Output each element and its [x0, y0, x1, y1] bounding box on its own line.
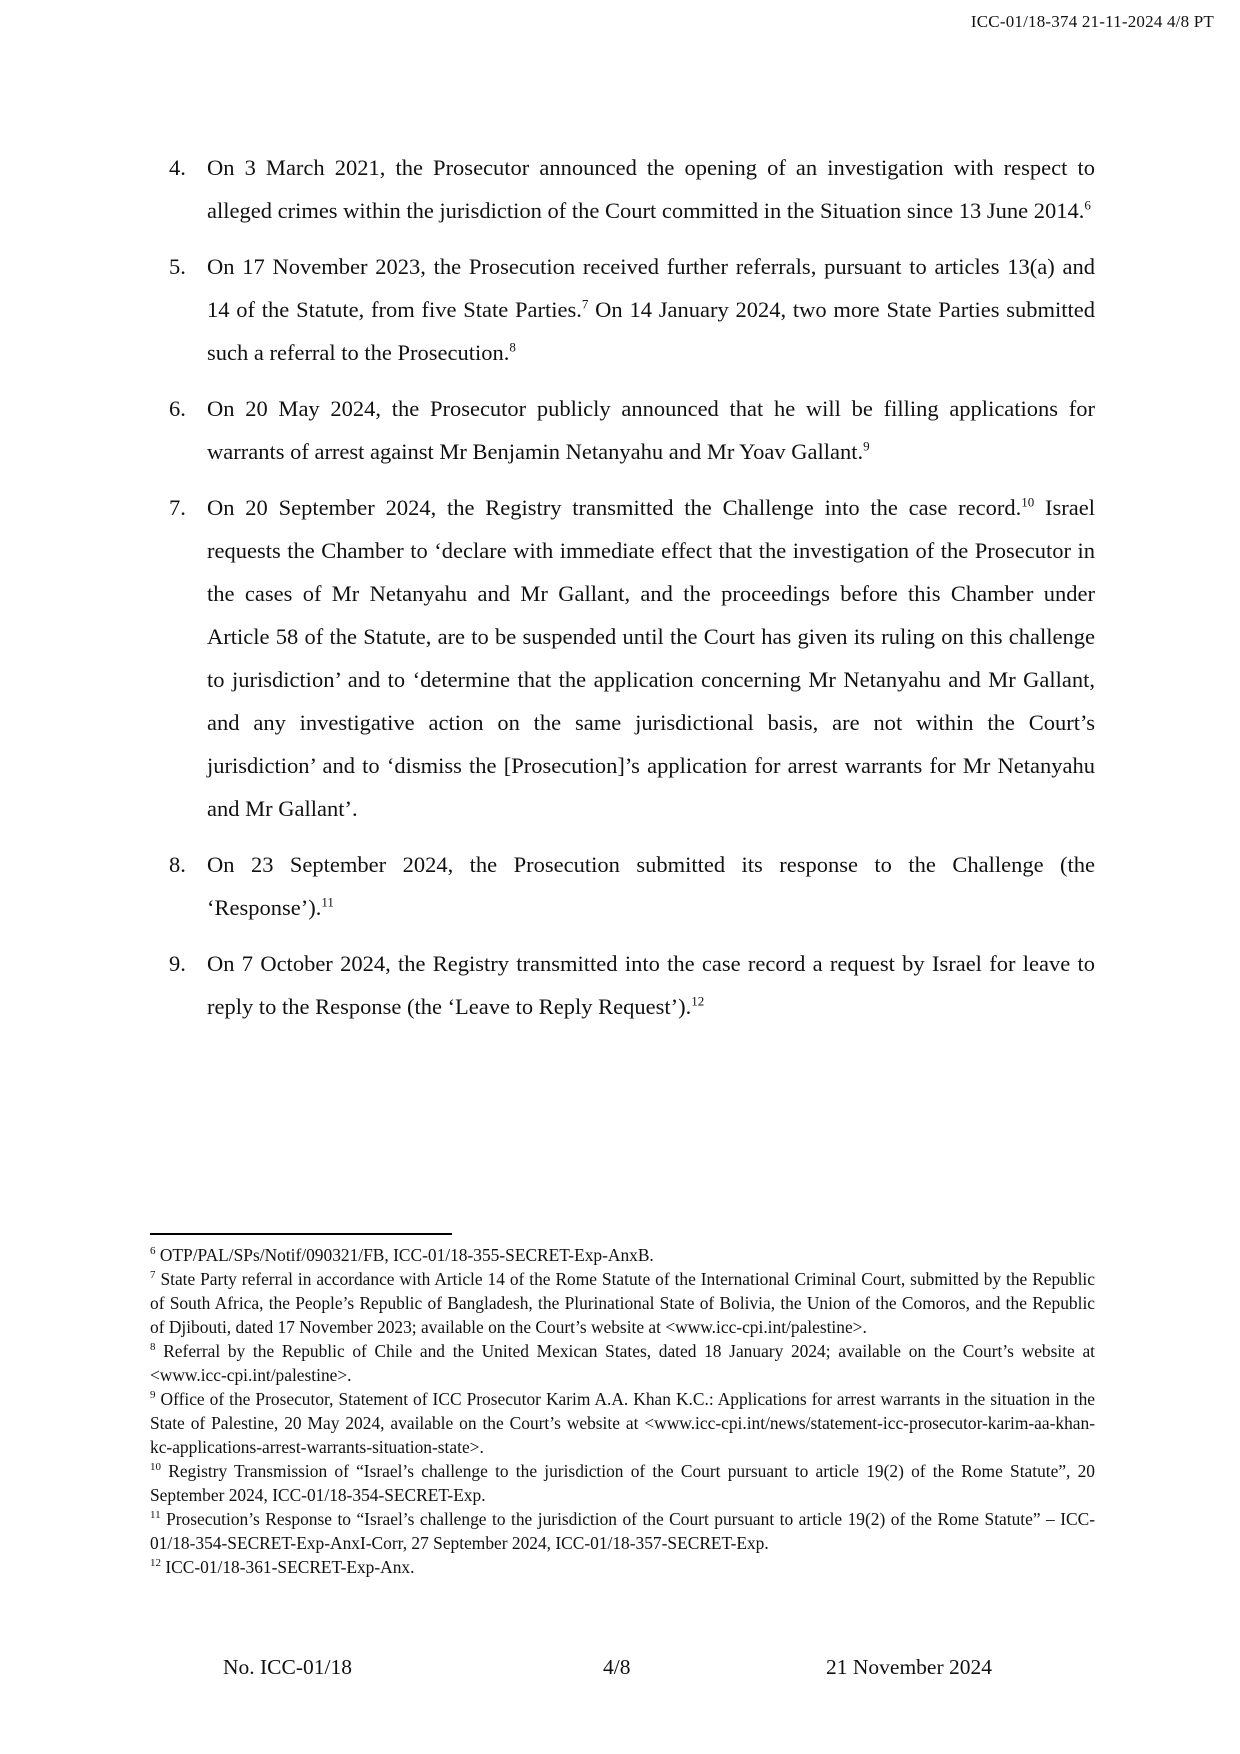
footnote-number: 8: [150, 1341, 156, 1354]
document-reference: ICC-01/18-374 21-11-2024 4/8 PT: [970, 12, 1214, 31]
footnote-text: OTP/PAL/SPs/Notif/090321/FB, ICC-01/18-355-SECRET-Exp-AnxB.: [159, 1245, 654, 1265]
footnote-11: [150, 1507, 1095, 1555]
footnote-number: 7: [150, 1269, 156, 1282]
paragraph-6: [165, 387, 1095, 473]
footer-case-number: No. ICC-01/18: [223, 1655, 352, 1679]
paragraph-text-continued: On 14 January 2024, two more State Parties submitted such a referral to the Prosecution.: [207, 297, 1095, 365]
footnote-separator: [150, 1233, 452, 1235]
paragraph-text: On 7 October 2024, the Registry transmitted into the case record a request by Israel for leave to reply to the Response (the ‘Leave to Reply Request’).: [207, 951, 1095, 1019]
footnotes: [150, 1243, 1095, 1579]
footnote-number: 9: [150, 1389, 156, 1402]
footnote-ref[interactable]: 8: [509, 339, 516, 355]
footnote-ref[interactable]: 11: [321, 894, 334, 910]
paragraph-number: 4.: [169, 155, 186, 180]
footnote-6: [150, 1243, 1095, 1267]
paragraph-number: 7.: [169, 495, 186, 520]
footnote-ref[interactable]: 9: [863, 438, 870, 454]
footnote-text: Prosecution’s Response to “Israel’s challenge to the jurisdiction of the Court pursuant to article 19(2) of the Rome Statute” – ICC-01/18-354-SECRET-Exp-AnxI-Corr, 27 September 2024, ICC-01/18-357-SECRET-Exp.: [150, 1509, 1095, 1553]
footer-page-number: 4/8: [603, 1655, 631, 1679]
footnote-number: 10: [150, 1461, 161, 1474]
document-body: [165, 146, 1095, 1041]
footnote-text: Office of the Prosecutor, Statement of ICC Prosecutor Karim A.A. Khan K.C.: Applications for arrest warrants in the situation in the State of Palestine, 20 May 2024, available on the Court’s website at <www.icc-cpi.int/news/statement-icc-prosecutor-karim-aa-khan-kc-applications-arrest-warrants-situation-state>.: [150, 1389, 1095, 1457]
paragraph-number: 8.: [169, 852, 186, 877]
paragraph-8: [165, 843, 1095, 929]
paragraph-number: 5.: [169, 254, 186, 279]
footer-date: 21 November 2024: [826, 1655, 992, 1679]
footnote-text: ICC-01/18-361-SECRET-Exp-Anx.: [165, 1557, 415, 1577]
paragraph-9: [165, 942, 1095, 1028]
footnote-ref[interactable]: 7: [581, 296, 589, 312]
footnote-ref[interactable]: 12: [691, 993, 705, 1009]
paragraph-text: On 23 September 2024, the Prosecution submitted its response to the Challenge (the ‘Response’).: [207, 852, 1095, 920]
footnote-7: [150, 1267, 1095, 1339]
footnote-12: [150, 1555, 1095, 1579]
paragraph-text: On 3 March 2021, the Prosecutor announced the opening of an investigation with respect to alleged crimes within the jurisdiction of the Court committed in the Situation since 13 June 2014.: [207, 155, 1095, 223]
paragraph-text-continued: Israel requests the Chamber to ‘declare with immediate effect that the investigation of the Prosecutor in the cases of Mr Netanyahu and Mr Gallant, and the proceedings before this Chamber under Article 58 of the Statute, are to be suspended until the Court has given its ruling on this challenge to jurisdiction’ and to ‘determine that the application concerning Mr Netanyahu and Mr Gallant, and any investigative action on the same jurisdictional basis, are not within the Court’s jurisdiction’ and to ‘dismiss the [Prosecution]’s application for arrest warrants for Mr Netanyahu and Mr Gallant’.: [207, 495, 1095, 821]
paragraph-text: On 20 September 2024, the Registry transmitted the Challenge into the case record.: [207, 495, 1022, 520]
paragraph-number: 9.: [169, 951, 186, 976]
paragraph-5: [165, 245, 1095, 374]
footnote-number: 6: [150, 1245, 156, 1258]
footnote-number: 11: [150, 1509, 161, 1522]
footnote-number: 12: [150, 1557, 161, 1570]
footnote-ref[interactable]: 6: [1084, 197, 1091, 213]
paragraph-number: 6.: [169, 396, 186, 421]
paragraph-text: On 20 May 2024, the Prosecutor publicly announced that he will be filling applications for warrants of arrest against Mr Benjamin Netanyahu and Mr Yoav Gallant.: [207, 396, 1095, 464]
footnote-10: [150, 1459, 1095, 1507]
footnote-ref[interactable]: 10: [1021, 494, 1035, 510]
paragraph-4: [165, 146, 1095, 232]
footnote-8: [150, 1339, 1095, 1387]
paragraph-text: On 17 November 2023, the Prosecution received further referrals, pursuant to articles 13(a) and 14 of the Statute, from five State Parties.: [207, 254, 1095, 322]
footnote-text: State Party referral in accordance with Article 14 of the Rome Statute of the International Criminal Court, submitted by the Republic of South Africa, the People’s Republic of Bangladesh, the Plurinational State of Bolivia, the Union of the Comoros, and the Republic of Djibouti, dated 17 November 2023; available on the Court’s website at <www.icc-cpi.int/palestine>.: [150, 1269, 1095, 1337]
footnote-text: Registry Transmission of “Israel’s challenge to the jurisdiction of the Court pursuant to article 19(2) of the Rome Statute”, 20 September 2024, ICC-01/18-354-SECRET-Exp.: [150, 1461, 1095, 1505]
paragraph-7: [165, 486, 1095, 830]
footnote-text: Referral by the Republic of Chile and the United Mexican States, dated 18 January 2024; available on the Court’s website at <www.icc-cpi.int/palestine>.: [150, 1341, 1095, 1385]
footnote-9: [150, 1387, 1095, 1459]
